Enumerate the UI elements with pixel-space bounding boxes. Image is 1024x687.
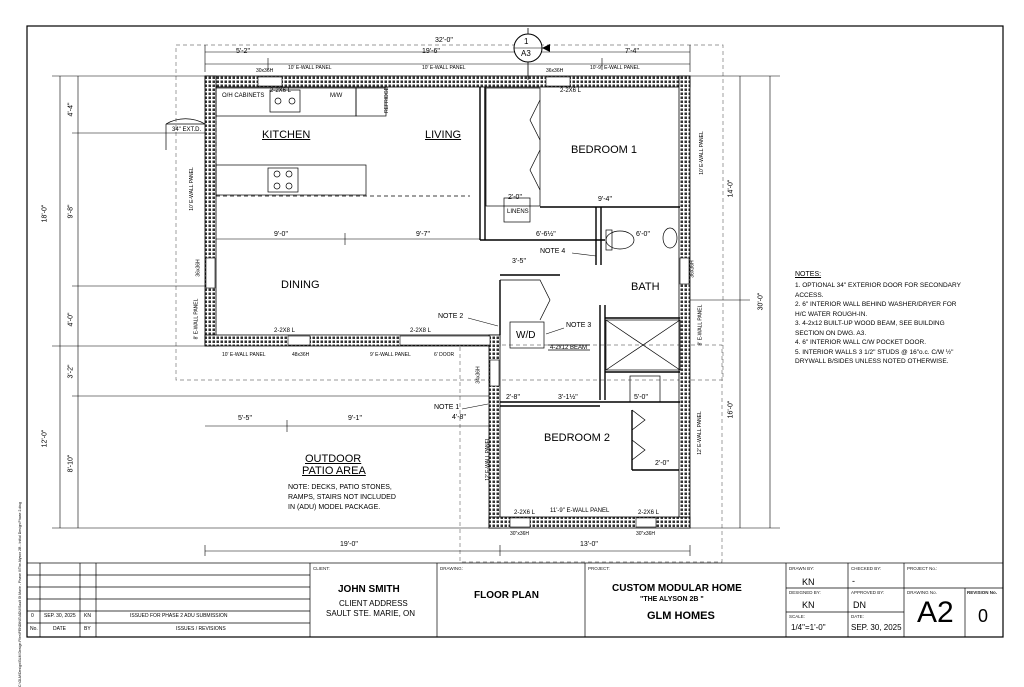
note-1: NOTE 1 [434, 404, 460, 411]
window-36x36-a: 36x36H [546, 68, 564, 74]
dim-18-0: 18'-0" [41, 204, 49, 223]
project-no-label: PROJECT No.: [907, 566, 938, 571]
drawing-name: FLOOR PLAN [474, 590, 539, 601]
panel-12-right: 12' E-WALL PANEL [696, 411, 703, 455]
section-ref-sheet: A3 [521, 49, 531, 58]
window-30x36-a: 30x36H [256, 68, 274, 74]
note-line: 2. 6" INTERIOR WALL BEHIND WASHER/DRYER FOR [795, 301, 957, 308]
designed-by-label: DESIGNED BY: [789, 590, 821, 595]
note-4: NOTE 4 [540, 248, 566, 255]
client-address: CLIENT ADDRESS [339, 599, 408, 608]
checked-by-label: CHECKED BY: [851, 566, 882, 571]
rev-no: 0 [31, 613, 34, 619]
approved-by: DN [853, 600, 866, 610]
revision-no: 0 [978, 606, 989, 626]
notes-title: NOTES: [795, 271, 822, 278]
dim-19-6: 19'-6" [422, 48, 440, 55]
rev-header-desc: ISSUES / REVISIONS [176, 626, 226, 632]
project-line-3: GLM HOMES [647, 610, 715, 622]
hdr-2x6-l3: 2-2X6 L [638, 510, 660, 516]
rev-header-date: DATE [53, 626, 66, 632]
note-line: ACCESS. [795, 291, 824, 299]
panel-12-left: 12' E-WALL PANEL [484, 437, 491, 481]
drawn-by: KN [802, 577, 815, 587]
dim-8-10: 8'-10" [67, 454, 75, 473]
hdr-2x6-b1: 2-2X6 L [560, 88, 582, 94]
room-label-bedroom-1: BEDROOM 1 [571, 144, 638, 156]
room-label-wd: W/D [516, 330, 536, 341]
note-line: 1. OPTIONAL 34" EXTERIOR DOOR FOR SECONDARY [795, 282, 961, 289]
project-line-1: CUSTOM MODULAR HOME [612, 583, 742, 594]
beam-label: 4-2x12 BEAM [550, 345, 588, 351]
dim-9-1: 9'-1" [348, 415, 362, 422]
window-36x36-b: 36x36H [195, 259, 202, 277]
dim-5-2: 5'-2" [236, 48, 250, 55]
panel-10-top-2: 10' E-WALL PANEL [422, 65, 466, 71]
panel-10-left: 10' E-WALL PANEL [188, 167, 195, 211]
panel-9-bot: 9' E-WALL PANEL [370, 352, 411, 358]
oh-cabinets-label: O/H CABINETS [222, 93, 265, 99]
dim-overall-width: 32'-0" [435, 37, 453, 44]
panel-8-right: 8' E-WALL PANEL [697, 304, 704, 346]
dim-2-0c: 2'-0" [655, 460, 669, 467]
dim-9-4: 9'-4" [598, 196, 612, 203]
dim-6-6: 6'-6½" [536, 231, 556, 238]
note-line: 5. INTERIOR WALLS 3 1/2" STUDS @ 16"o.c. C/W ½" [795, 348, 954, 356]
note-line: 4. 6" INTERIOR WALL C/W POCKET DOOR. [795, 339, 927, 346]
dim-3-5: 3'-5" [512, 258, 526, 265]
room-label-patio-1: OUTDOOR [305, 453, 362, 465]
rev-date: SEP. 30, 2025 [44, 613, 76, 619]
window-34x36: 34x36H [475, 366, 482, 384]
room-label-patio-2: PATIO AREA [302, 465, 366, 477]
hdr-2x8-l2: 2-2X8 L [410, 328, 432, 334]
drawing-no-label: DRAWING No. [907, 590, 937, 595]
dim-2-8: 2'-8" [506, 394, 520, 401]
scale: 1/4"=1'-0" [791, 623, 826, 632]
hdr-2x6-l2: 2-2X6 L [514, 510, 536, 516]
dim-14-0: 14'-0" [727, 179, 735, 198]
approved-by-label: APPROVED BY: [851, 590, 885, 595]
project-line-2: "THE ALYSON 2B " [640, 596, 704, 603]
room-label-dining: DINING [281, 279, 320, 291]
dim-13-0: 13'-0" [580, 541, 598, 548]
hdr-2x8-l1: 2-2X8 L [274, 328, 296, 334]
refridge-label: REFRIDGE [383, 87, 390, 113]
room-label-bedroom-2: BEDROOM 2 [544, 432, 611, 444]
drawing-label: DRAWING: [440, 566, 463, 571]
dim-4-8: 4'-8" [452, 414, 466, 421]
client-city: SAULT STE. MARIE, ON [326, 609, 416, 618]
drawn-by-label: DRAWN BY: [789, 566, 815, 571]
room-label-kitchen: KITCHEN [262, 129, 311, 141]
dim-30-0: 30'-0" [757, 292, 765, 311]
panel-8-left: 8' E-WALL PANEL [193, 298, 200, 340]
drawing-no: A2 [917, 596, 954, 629]
dim-6-0: 6'-0" [636, 231, 650, 238]
revision-no-label: REVISION No. [967, 590, 998, 595]
dim-12-0: 12'-0" [41, 429, 49, 448]
room-label-living: LIVING [425, 129, 462, 141]
dim-2-0: 2'-0" [508, 194, 522, 201]
ext-door-label: 34" EXT.D. [172, 127, 202, 133]
side-file-path: C:\GLM\Design\GLM Design Files\PENDING\ADU\Sault St Marie - Phase II\The Alyson 2B - Initial Design Phase 2.dwg [18, 502, 22, 687]
note-line: DRYWALL B/SIDES UNLESS NOTED OTHERWISE. [795, 358, 949, 365]
dim-16-0: 16'-0" [727, 400, 735, 419]
rev-by: KN [84, 613, 91, 619]
scale-label: SCALE: [789, 614, 806, 619]
note-line: 3. 4-2x12 BUILT-UP WOOD BEAM, SEE BUILDING [795, 320, 945, 327]
dim-5-0: 5'-0" [634, 394, 648, 401]
dim-5-5: 5'-5" [238, 415, 252, 422]
door-6: 6' DOOR [434, 352, 455, 358]
date-label: DATE: [851, 614, 864, 619]
panel-11-9-bot: 11'-9" E-WALL PANEL [550, 508, 610, 514]
dim-9-0: 9'-0" [274, 231, 288, 238]
rev-header-by: BY [84, 626, 91, 632]
dim-4-0: 4'-0" [67, 312, 75, 327]
designed-by: KN [802, 600, 815, 610]
window-30x36-c: 30"x36H [510, 531, 530, 537]
panel-10-bot: 10' E-WALL PANEL [222, 352, 266, 358]
note-line: SECTION ON DWG. A3. [795, 329, 867, 337]
linens-label: LINENS [507, 209, 529, 215]
dim-7-4: 7'-4" [625, 48, 639, 55]
project-label: PROJECT: [588, 566, 610, 571]
patio-note-1: NOTE: DECKS, PATIO STONES, [288, 484, 392, 491]
checked-by: - [852, 576, 855, 586]
rev-header-no: No. [30, 626, 38, 632]
dim-3-1: 3'-1½" [558, 394, 578, 401]
window-30x36-d: 30"x36H [636, 531, 656, 537]
client-name: JOHN SMITH [338, 584, 400, 595]
dim-4-4: 4'-4" [67, 102, 75, 117]
dim-9-8: 9'-8" [67, 204, 75, 219]
window-36x36-c: 36x36H [689, 260, 696, 278]
dim-9-7: 9'-7" [416, 231, 430, 238]
dim-3-2: 3'-2" [67, 364, 75, 379]
patio-note-3: IN (ADU) MODEL PACKAGE. [288, 504, 381, 511]
rev-desc: ISSUED FOR PHASE 2 ADU SUBMISSION [130, 613, 228, 619]
date: SEP. 30, 2025 [851, 623, 902, 632]
dim-19-0: 19'-0" [340, 541, 358, 548]
window-48x36: 48x36H [292, 352, 310, 358]
panel-10-top: 10' E-WALL PANEL [288, 65, 332, 71]
patio-note-2: RAMPS, STAIRS NOT INCLUDED [288, 494, 396, 501]
hdr-2x6-top: 2-2X6 L [270, 88, 292, 94]
section-ref-num: 1 [524, 37, 529, 46]
note-3: NOTE 3 [566, 322, 592, 329]
panel-10-9-top: 10'-9" E-WALL PANEL [590, 65, 640, 71]
note-2: NOTE 2 [438, 313, 464, 320]
room-label-bath: BATH [631, 281, 660, 293]
note-line: H/C WATER ROUGH-IN. [795, 310, 868, 318]
client-label: CLIENT: [313, 566, 330, 571]
mw-label: M/W [330, 93, 343, 99]
panel-10-right: 10' E-WALL PANEL [698, 131, 705, 175]
